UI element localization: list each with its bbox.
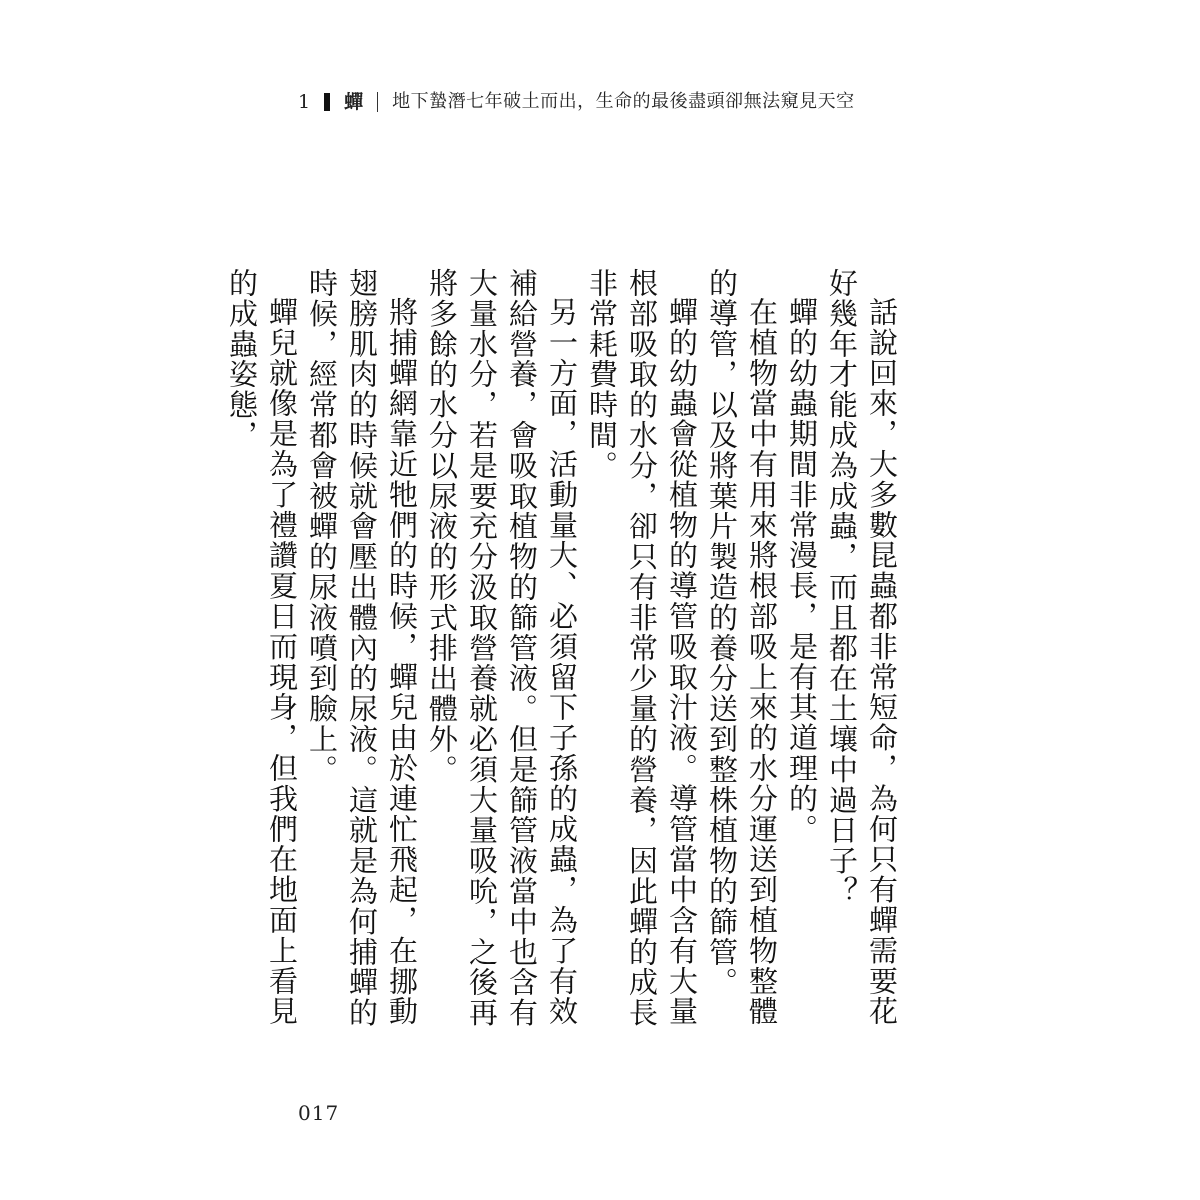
paragraph: 蟬的幼蟲期間非常漫長，是有其道理的。 — [785, 297, 819, 845]
chapter-number: 1 — [298, 91, 311, 113]
paragraph: 在植物當中有用來將根部吸上來的水分運送到植物整體的導管，以及將葉片製造的養分送到整株植物的篩管。 — [705, 268, 779, 1027]
paragraph: 另一方面，活動量大、必須留下子孫的成蟲，為了有效補給營養，會吸取植物的篩管液。但是篩管液當中也含有大量水分，若是要充分汲取營養就必須大量吸吮，之後再將多餘的水分以尿液的形式排出體外。 — [425, 268, 579, 1028]
header-bar-mark — [324, 93, 330, 111]
paragraph: 蟬的幼蟲會從植物的導管吸取汁液。導管當中含有大量根部吸取的水分，卻只有非常少量的營養，因此蟬的成長非常耗費時間。 — [585, 268, 699, 1028]
running-header — [298, 88, 855, 116]
header-separator — [377, 92, 378, 112]
paragraph: 話說回來，大多數昆蟲都非常短命，為何只有蟬需要花好幾年才能成為成蟲，而且都在土壤中過日子？ — [825, 268, 899, 1027]
paragraph: 蟬兒就像是為了禮讚夏日而現身，但我們在地面上看見的成蟲姿態， — [225, 268, 299, 1027]
page-number: 017 — [298, 1101, 340, 1125]
chapter-title: 蟬 — [344, 91, 364, 113]
chapter-subtitle: 地下蟄潛七年破土而出，生命的最後盡頭卻無法窺見天空 — [392, 91, 855, 112]
body-text — [225, 268, 902, 1038]
paragraph: 將捕蟬網靠近牠們的時候，蟬兒由於連忙飛起，在挪動翅膀肌肉的時候就會壓出體內的尿液。這就是為何捕蟬的時候，經常都會被蟬的尿液噴到臉上。 — [305, 268, 419, 1028]
